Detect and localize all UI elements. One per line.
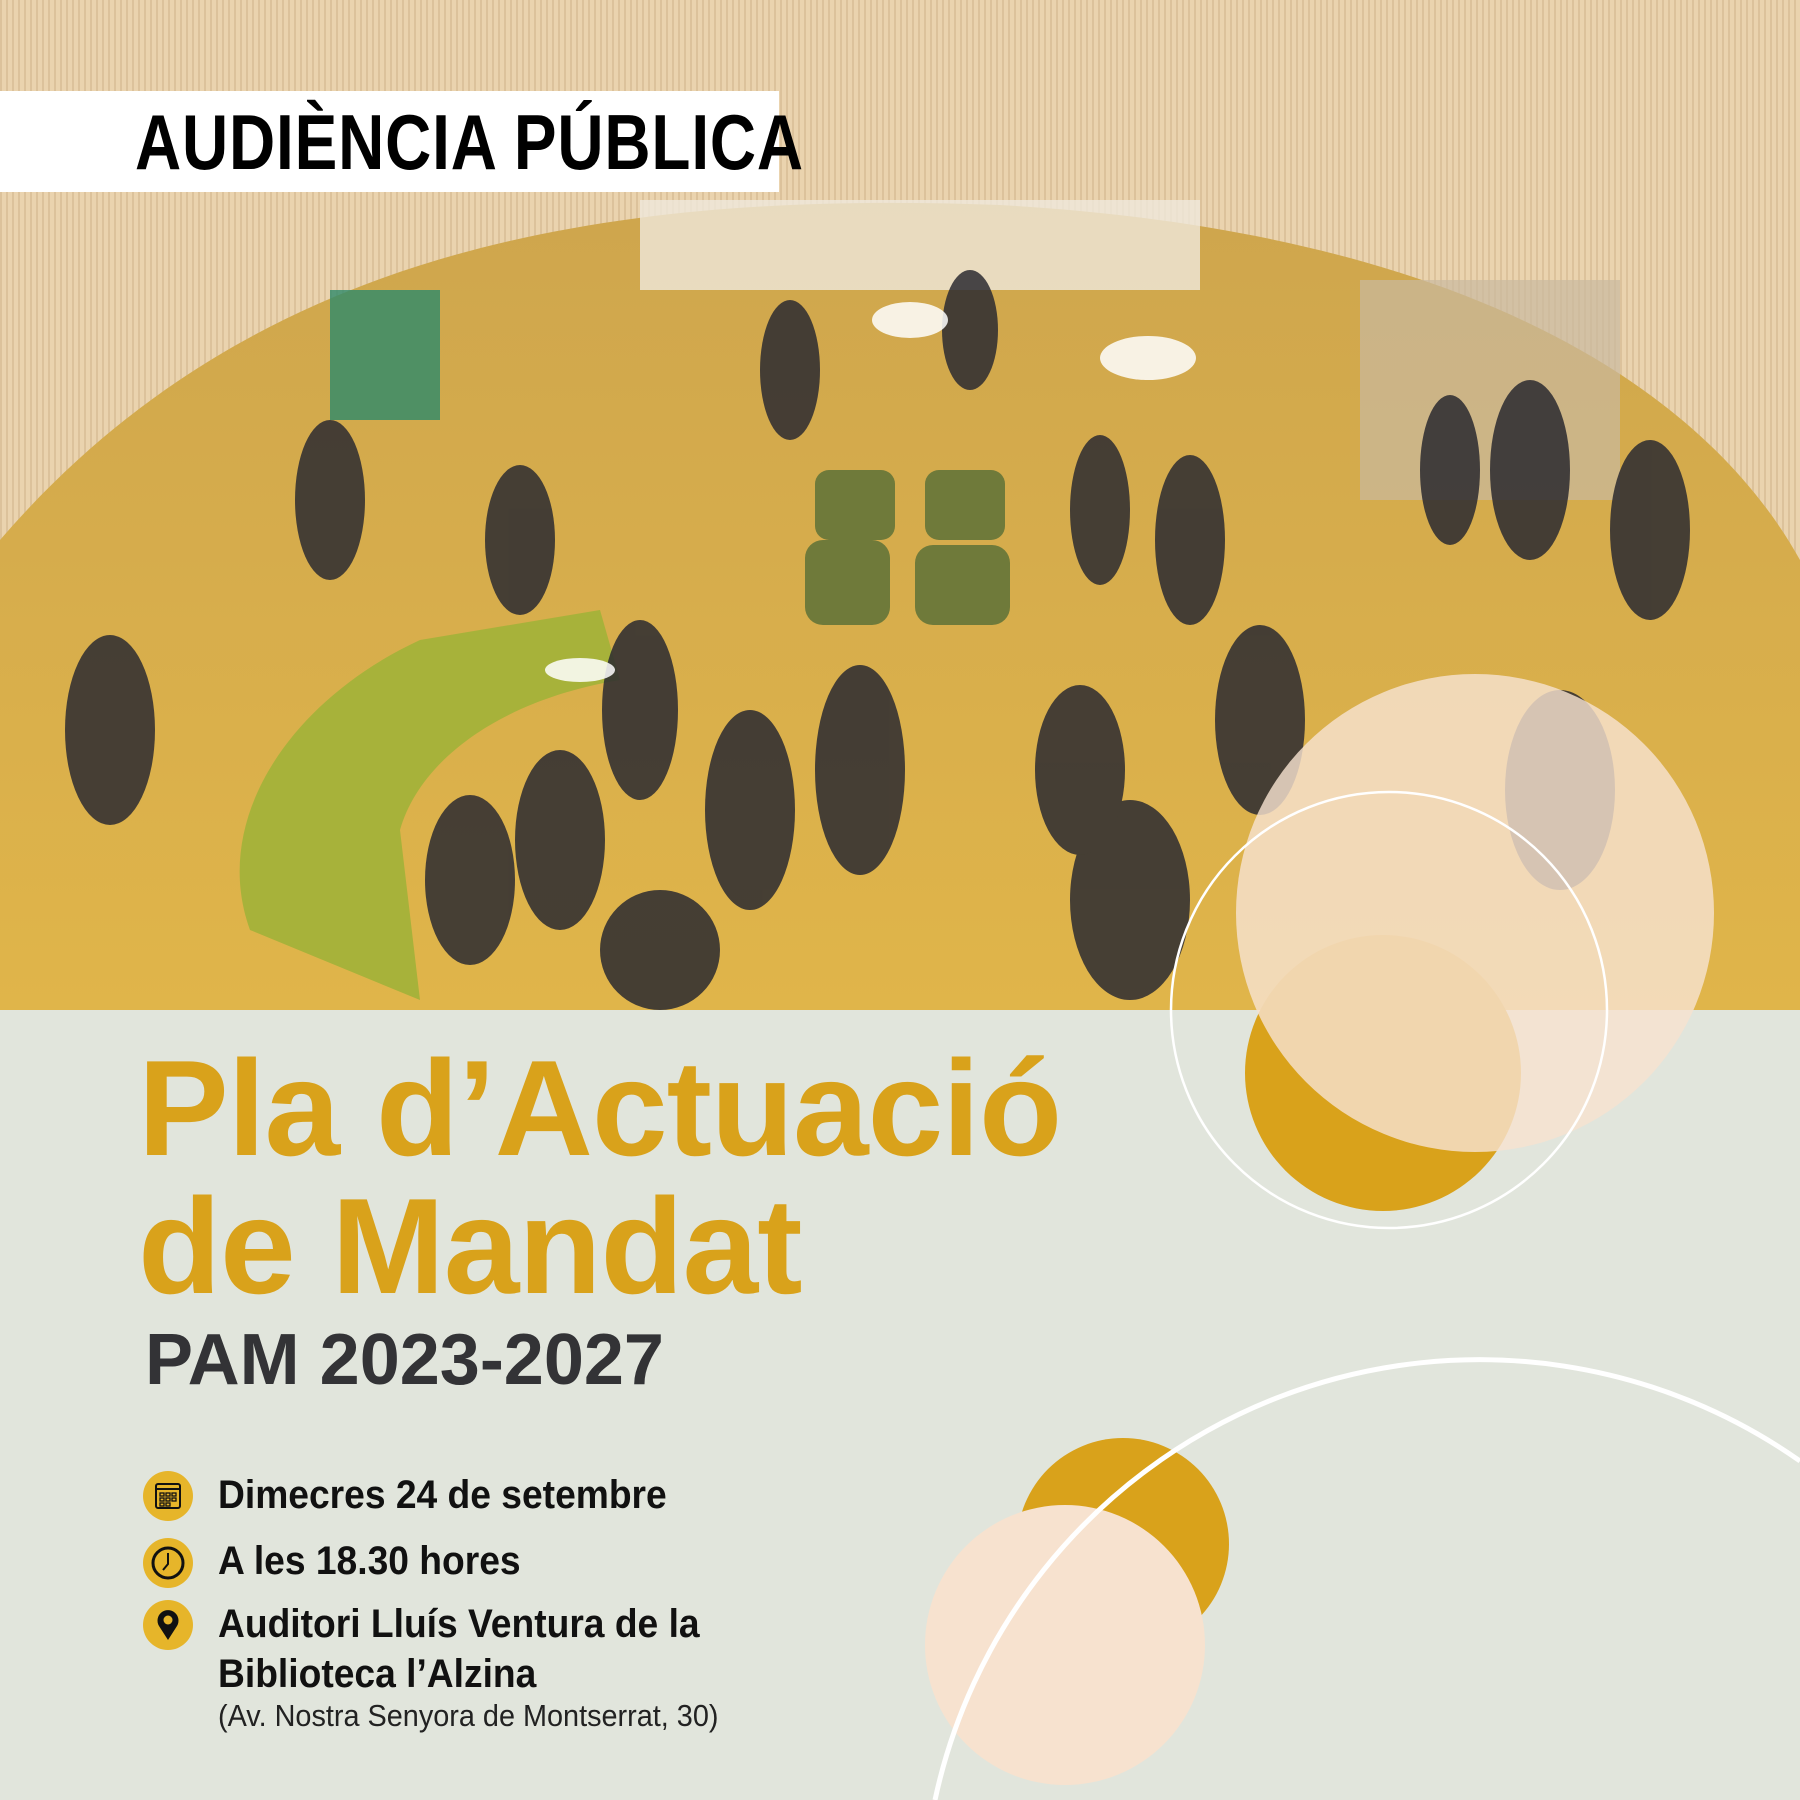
event-date: Dimecres 24 de setembre bbox=[218, 1473, 667, 1517]
page-title-line1: Pla d’Actuació bbox=[138, 1032, 1062, 1184]
clock-icon bbox=[143, 1538, 193, 1588]
event-venue-line1: Auditori Lluís Ventura de la bbox=[218, 1602, 700, 1646]
calendar-icon bbox=[143, 1471, 193, 1521]
event-type-banner bbox=[0, 91, 804, 192]
decor-ring-bottom bbox=[935, 1360, 1800, 1800]
banner-label: AUDIÈNCIA PÚBLICA bbox=[135, 98, 804, 186]
decor-peach-circle-bottom bbox=[925, 1505, 1205, 1785]
location-pin-icon bbox=[143, 1600, 193, 1650]
plan-period: PAM 2023-2027 bbox=[145, 1320, 664, 1400]
page-title-line2: de Mandat bbox=[138, 1170, 802, 1322]
event-venue-line2: Biblioteca l’Alzina bbox=[218, 1652, 537, 1696]
event-time: A les 18.30 hores bbox=[218, 1539, 521, 1583]
decor-gold-circle-bottom bbox=[1017, 1438, 1229, 1650]
event-address: (Av. Nostra Senyora de Montserrat, 30) bbox=[218, 1698, 719, 1733]
